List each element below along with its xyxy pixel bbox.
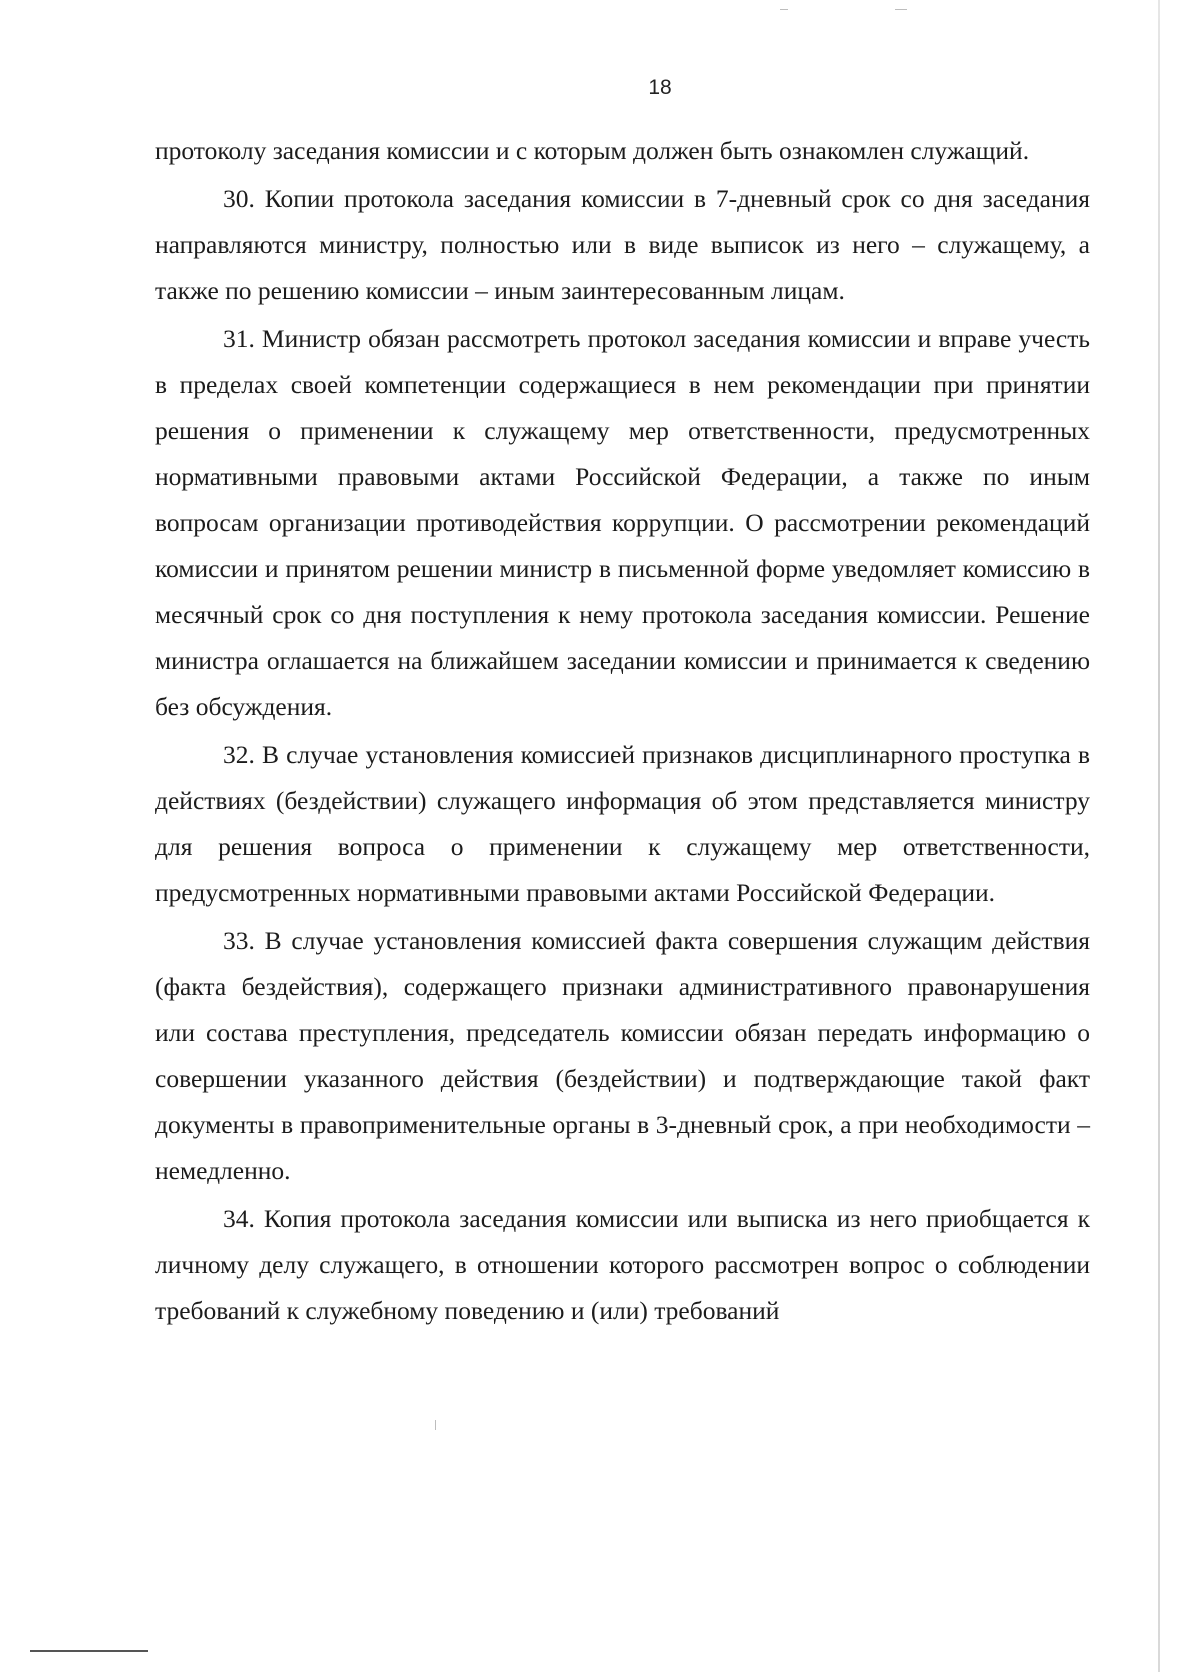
paragraph-31: 31. Министр обязан рассмотреть протокол заседания комиссии и вправе учесть в пределах своей компетенции содержащиеся в нем рекомендации при принятии решения о применении к служащему мер ответственности, предусмотренных нормативными правовыми актами Российской Федерации, а также по иным вопросам организации противодействия коррупции. О рассмотрении рекомендаций комиссии и принятом решении министр в письменной форме уведомляет комиссию в месячный срок со дня поступления к нему протокола заседания комиссии. Решение министра оглашается на ближайшем заседании комиссии и принимается к сведению без обсуждения. <box>155 324 1090 721</box>
page-number: 18 <box>648 76 672 99</box>
footnote-rule <box>30 1650 148 1652</box>
paragraph-30: 30. Копии протокола заседания комиссии в 7-дневный срок со дня заседания направляются министру, полностью или в виде выписок из него – служащему, а также по решению комиссии – иным заинтересованным лицам. <box>155 184 1090 305</box>
paragraph-33: 33. В случае установления комиссией факта совершения служащим действия (факта бездействия), содержащего признаки административного правонарушения или состава преступления, председатель комиссии обязан передать информацию о совершении указанного действия (бездействии) и подтверждающие такой факт документы в правоприменительные органы в 3-дневный срок, а при необходимости – немедленно. <box>155 926 1090 1185</box>
paragraph-32: 32. В случае установления комиссией признаков дисциплинарного проступка в действиях (бездействии) служащего информация об этом представляется министру для решения вопроса о применении к служащему мер ответственности, предусмотренных нормативными правовыми актами Российской Федерации. <box>155 740 1090 907</box>
scan-speck <box>435 1420 436 1430</box>
scan-speck <box>895 9 907 10</box>
paragraph-continuation: протоколу заседания комиссии и с которым должен быть ознакомлен служащий. <box>155 136 1030 165</box>
document-body <box>155 128 1090 1336</box>
paragraph-34: 34. Копия протокола заседания комиссии или выписка из него приобщается к личному делу служащего, в отношении которого рассмотрен вопрос о соблюдении требований к служебному поведению и (или) требований <box>155 1204 1090 1325</box>
scan-speck <box>780 9 788 10</box>
scan-edge-line <box>1158 0 1160 1672</box>
